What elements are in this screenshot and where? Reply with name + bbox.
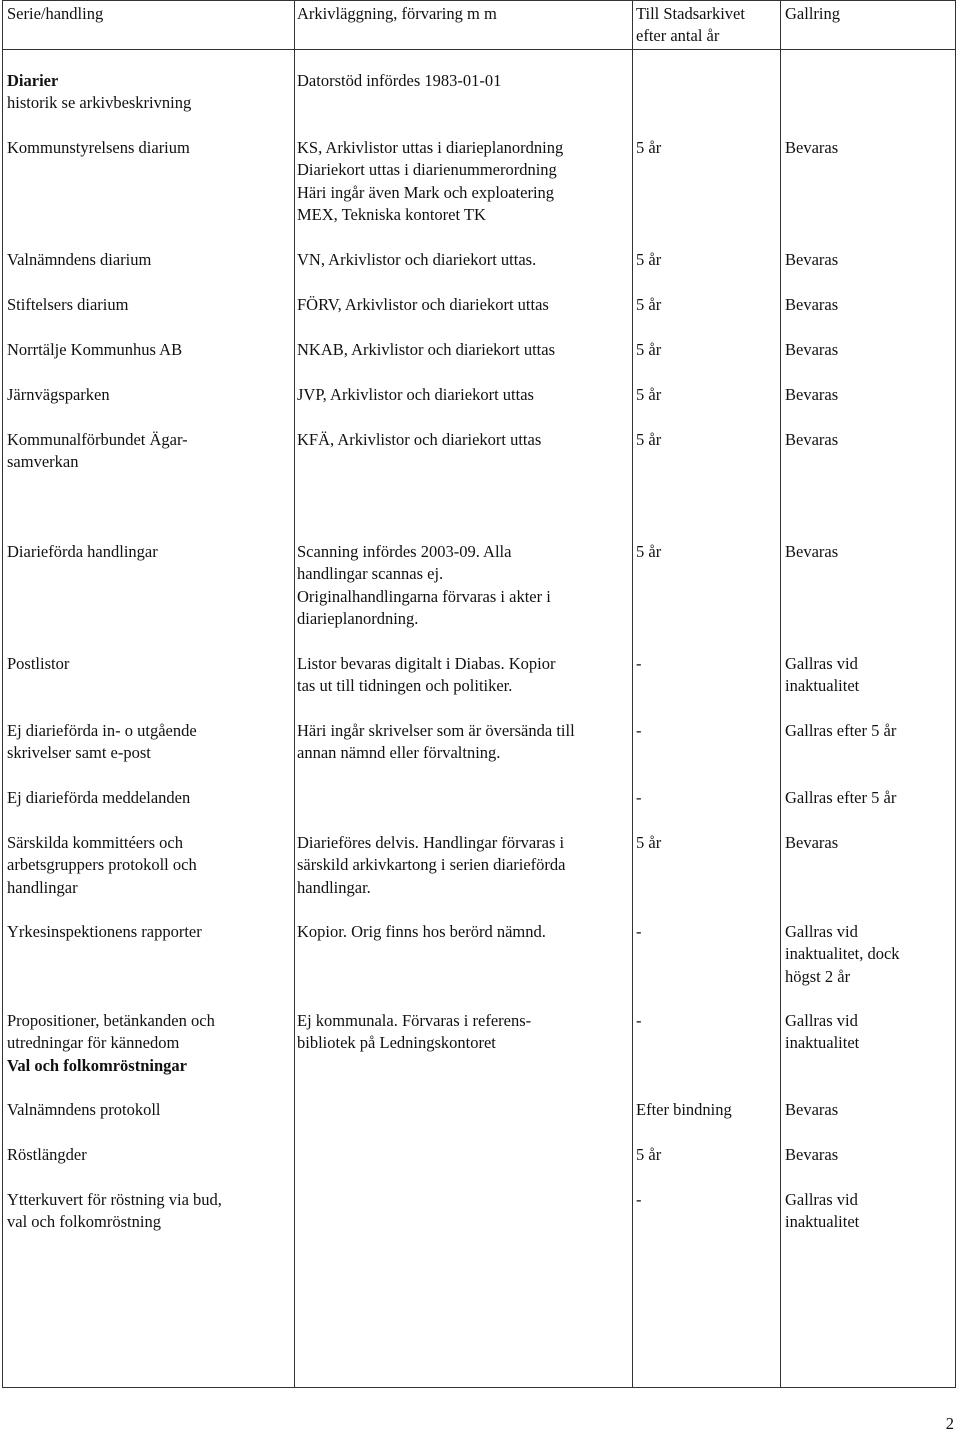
row-text: inaktualitet, dock <box>785 944 900 964</box>
row-jvp-serie: Järnvägsparken <box>7 385 110 404</box>
row-text: handlingar scannas ej. <box>297 564 444 584</box>
row-text: handlingar. <box>297 877 371 897</box>
row-text: Ytterkuvert för röstning via bud, <box>7 1190 222 1209</box>
row-text: val och folkomröstning <box>7 1212 161 1232</box>
row-valnamndens-diarium-serie: Valnämndens diarium <box>7 250 152 269</box>
row-kfa-ar: 5 år <box>636 430 662 449</box>
row-text: högst 2 år <box>785 966 851 986</box>
row-diarier-arkiv <box>297 70 501 92</box>
row-text: annan nämnd eller förvaltning. <box>297 743 501 763</box>
header-col3-line1: Till Stadsarkivet <box>636 4 745 23</box>
row-kfa-arkiv: KFÄ, Arkivlistor och diariekort uttas <box>297 430 542 449</box>
row-rostlangder-gallring: Bevaras <box>785 1145 839 1164</box>
row-text: diarieplanordning. <box>297 609 419 629</box>
row-text: Kommunalförbundet Ägar- <box>7 430 188 449</box>
column-divider-1 <box>294 1 295 1387</box>
row-jvp-gallring: Bevaras <box>785 385 839 404</box>
row-ytterkuvert-gallring <box>785 1189 859 1234</box>
row-text: Listor bevaras digitalt i Diabas. Kopior <box>297 654 556 673</box>
section-title-val: Val och folkomröstningar <box>7 1055 187 1075</box>
row-text: Diariekort uttas i diarienummerordning <box>297 160 557 180</box>
row-text: Kommunstyrelsens diarium <box>7 138 190 157</box>
header-serie-handling: Serie/handling <box>7 4 104 23</box>
row-yrkesinspektion-ar: - <box>636 922 642 941</box>
row-text: arbetsgruppers protokoll och <box>7 855 197 875</box>
header-arkivlaggning: Arkivläggning, förvaring m m <box>297 4 497 23</box>
row-text: Diarieföres delvis. Handlingar förvaras i <box>297 833 565 852</box>
row-propositioner-ar: - <box>636 1011 642 1030</box>
row-text: Scanning infördes 2003-09. Alla <box>297 542 512 561</box>
row-yrkesinspektion-arkiv: Kopior. Orig finns hos berörd nämnd. <box>297 922 546 941</box>
row-postlistor-ar: - <box>636 654 642 673</box>
row-rostlangder-ar: 5 år <box>636 1145 662 1164</box>
row-text: Gallras vid <box>785 1190 858 1209</box>
row-text: bibliotek på Ledningskontoret <box>297 1033 496 1053</box>
row-kommitteer-serie <box>7 832 197 899</box>
row-text: handlingar <box>7 877 78 897</box>
row-text: inaktualitet <box>785 1212 860 1232</box>
page-number: 2 <box>945 1414 954 1433</box>
row-kommunstyrelsens-serie <box>7 137 190 159</box>
row-nkab-arkiv: NKAB, Arkivlistor och diariekort uttas <box>297 340 556 359</box>
row-propositioner-arkiv <box>297 1010 531 1055</box>
row-text: Gallras vid <box>785 1011 858 1030</box>
column-divider-2 <box>632 1 633 1387</box>
row-valnamndens-diarium-arkiv: VN, Arkivlistor och diariekort uttas. <box>297 250 537 269</box>
row-diarier-serie <box>7 70 191 115</box>
row-text: Ej diarieförda in- o utgående <box>7 721 197 740</box>
header-till-stadsarkivet <box>636 3 745 48</box>
row-diarieforda-serie: Diarieförda handlingar <box>7 542 158 561</box>
row-text: Gallras vid <box>785 922 858 941</box>
row-valnamndens-diarium-ar: 5 år <box>636 250 662 269</box>
row-text: KS, Arkivlistor uttas i diarieplanordning <box>297 138 564 157</box>
row-stiftelsers-gallring: Bevaras <box>785 295 839 314</box>
row-diarieforda-arkiv <box>297 541 551 631</box>
row-diarieforda-gallring: Bevaras <box>785 542 839 561</box>
row-text: Särskilda kommittéers och <box>7 833 183 852</box>
row-stiftelsers-ar: 5 år <box>636 295 662 314</box>
row-ej-diarieforda-meddelanden-ar: - <box>636 788 642 807</box>
row-text: historik se arkivbeskrivning <box>7 93 192 113</box>
row-nkab-gallring: Bevaras <box>785 340 839 359</box>
row-kommitteer-arkiv <box>297 832 566 899</box>
row-propositioner-gallring <box>785 1010 859 1055</box>
row-text: samverkan <box>7 452 79 472</box>
row-yrkesinspektion-serie: Yrkesinspektionens rapporter <box>7 922 202 941</box>
row-nkab-serie: Norrtälje Kommunhus AB <box>7 340 183 359</box>
row-text: Ej kommunala. Förvaras i referens- <box>297 1011 532 1030</box>
row-rostlangder-serie: Röstlängder <box>7 1145 87 1164</box>
row-ej-diarieforda-meddelanden-gallring: Gallras efter 5 år <box>785 788 897 807</box>
header-divider <box>3 49 955 50</box>
row-kommunstyrelsens-gallring: Bevaras <box>785 138 839 157</box>
row-ej-diarieforda-skrivelser-gallring: Gallras efter 5 år <box>785 721 897 740</box>
row-kommunstyrelsens-ar: 5 år <box>636 138 662 157</box>
header-col3-line2: efter antal år <box>636 26 720 46</box>
row-stiftelsers-serie: Stiftelsers diarium <box>7 295 129 314</box>
column-divider-3 <box>780 1 781 1387</box>
row-yrkesinspektion-gallring <box>785 921 900 988</box>
row-ytterkuvert-serie <box>7 1189 222 1234</box>
row-text: Häri ingår även Mark och exploatering <box>297 182 555 202</box>
row-kommitteer-ar: 5 år <box>636 833 662 852</box>
row-ej-diarieforda-meddelanden-serie: Ej diarieförda meddelanden <box>7 788 191 807</box>
row-text: utredningar för kännedom <box>7 1033 180 1053</box>
row-text: Propositioner, betänkanden och <box>7 1011 215 1030</box>
row-text: MEX, Tekniska kontoret TK <box>297 205 486 225</box>
row-text: Gallras vid <box>785 654 858 673</box>
row-text: särskild arkivkartong i serien diarieförda <box>297 855 566 875</box>
row-nkab-ar: 5 år <box>636 340 662 359</box>
row-text: tas ut till tidningen och politiker. <box>297 676 513 696</box>
row-ytterkuvert-ar: - <box>636 1190 642 1209</box>
row-postlistor-arkiv <box>297 653 555 698</box>
row-ej-diarieforda-skrivelser-arkiv <box>297 720 575 765</box>
row-ej-diarieforda-skrivelser-serie <box>7 720 197 765</box>
row-propositioner-serie <box>7 1010 215 1077</box>
row-text: Originalhandlingarna förvaras i akter i <box>297 586 551 606</box>
row-text: Datorstöd infördes 1983-01-01 <box>297 71 502 90</box>
row-jvp-arkiv: JVP, Arkivlistor och diariekort uttas <box>297 385 534 404</box>
row-kfa-gallring: Bevaras <box>785 430 839 449</box>
row-kfa-serie <box>7 429 188 474</box>
row-text: Häri ingår skrivelser som är översända till <box>297 721 575 740</box>
row-diarieforda-ar: 5 år <box>636 542 662 561</box>
row-postlistor-gallring <box>785 653 859 698</box>
row-valnamndens-protokoll-ar: Efter bindning <box>636 1100 732 1119</box>
row-valnamndens-protokoll-serie: Valnämndens protokoll <box>7 1100 161 1119</box>
row-jvp-ar: 5 år <box>636 385 662 404</box>
row-stiftelsers-arkiv: FÖRV, Arkivlistor och diariekort uttas <box>297 295 549 314</box>
row-postlistor-serie: Postlistor <box>7 654 70 673</box>
row-valnamndens-diarium-gallring: Bevaras <box>785 250 839 269</box>
row-kommunstyrelsens-arkiv <box>297 137 563 227</box>
row-text: inaktualitet <box>785 676 860 696</box>
row-text: inaktualitet <box>785 1033 860 1053</box>
row-ej-diarieforda-skrivelser-ar: - <box>636 721 642 740</box>
row-valnamndens-protokoll-gallring: Bevaras <box>785 1100 839 1119</box>
row-kommitteer-gallring: Bevaras <box>785 833 839 852</box>
section-title-diarier: Diarier <box>7 71 59 90</box>
row-text: skrivelser samt e-post <box>7 743 151 763</box>
header-gallring: Gallring <box>785 4 840 23</box>
